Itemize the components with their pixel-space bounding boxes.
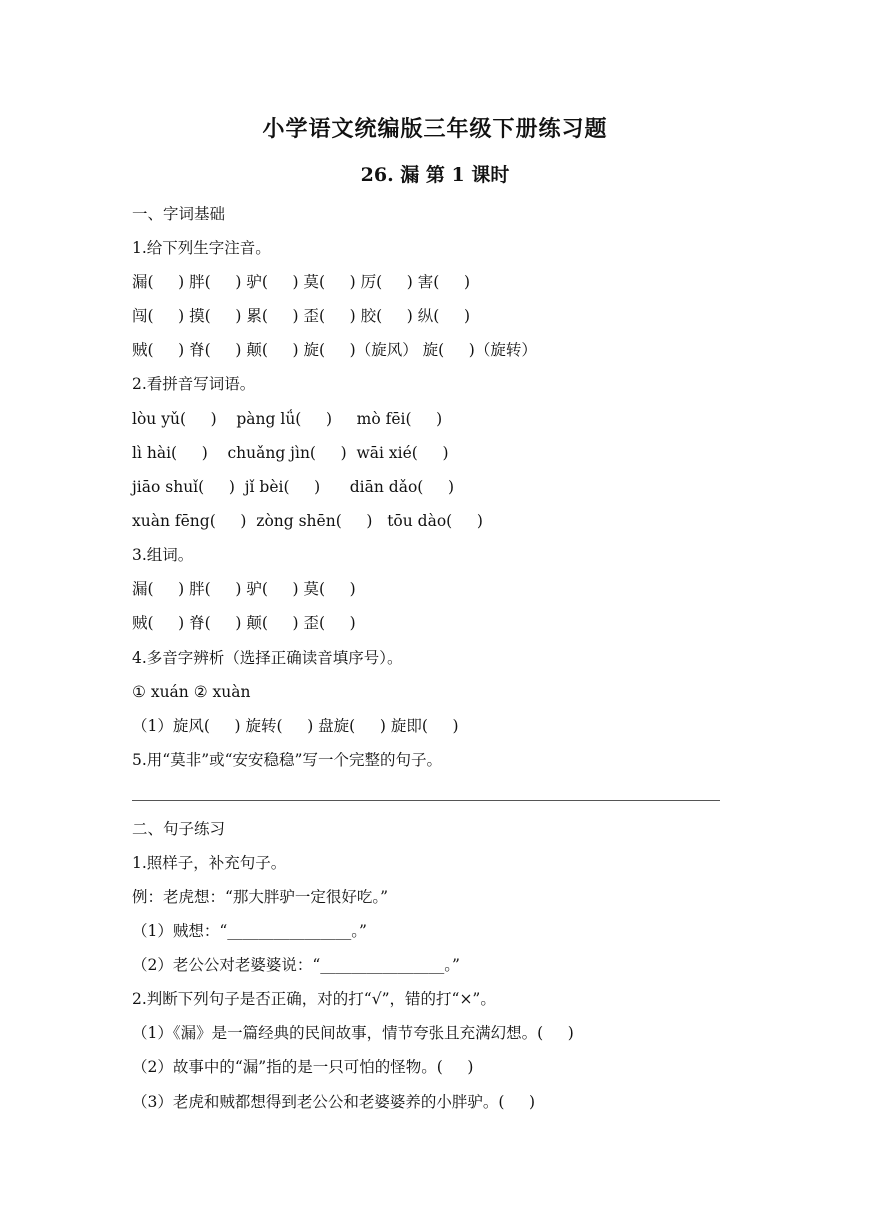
page-title: 小学语文统编版三年级下册练习题 — [262, 116, 608, 142]
word-group-row-1: 漏( ) 胖( ) 驴( ) 莫( ) — [132, 580, 356, 598]
word-group-row-2: 贼( ) 脊( ) 颠( ) 歪( ) — [132, 614, 356, 632]
lesson-subtitle: 26. 漏 第 1 课时 — [360, 164, 510, 186]
pinyin-row-3: 贼( ) 脊( ) 颠( ) 旋( )（旋风） 旋( )（旋转） — [132, 341, 537, 359]
pronunciation-options: ① xuán ② xuàn — [132, 683, 251, 701]
judge-sentence-1: （1）《漏》是一篇经典的民间故事，情节夸张且充满幻想。( ) — [132, 1024, 574, 1042]
fill-sentence-2: （2）老公公对老婆婆说：“________________。” — [132, 956, 460, 974]
pinyin-row-2: 闯( ) 摸( ) 累( ) 歪( ) 胶( ) 纵( ) — [132, 307, 471, 325]
write-words-row-3: jiāo shuǐ( ) jǐ bèi( ) diān dǎo( ) — [132, 478, 455, 496]
write-words-row-4: xuàn fēng( ) zòng shēn( ) tōu dào( ) — [132, 512, 483, 530]
section-heading-sentences: 二、句子练习 — [132, 820, 226, 838]
pinyin-row-1: 漏( ) 胖( ) 驴( ) 莫( ) 厉( ) 害( ) — [132, 273, 471, 291]
question-2-heading: 2.看拼音写词语。 — [132, 375, 256, 393]
sentence-question-2-heading: 2.判断下列句子是否正确，对的打“√”，错的打“×”。 — [132, 990, 496, 1008]
section-heading-vocabulary: 一、字词基础 — [132, 205, 226, 223]
sentence-question-1-heading: 1.照样子，补充句子。 — [132, 854, 287, 872]
example-sentence: 例：老虎想：“那大胖驴一定很好吃。” — [132, 888, 389, 906]
judge-sentence-3: （3）老虎和贼都想得到老公公和老婆婆养的小胖驴。( ) — [132, 1093, 536, 1111]
write-words-row-1: lòu yǔ( ) pàng lǘ( ) mò fēi( ) — [132, 410, 443, 428]
question-1-heading: 1.给下列生字注音。 — [132, 239, 271, 257]
answer-line — [132, 800, 720, 801]
judge-sentence-2: （2）故事中的“漏”指的是一只可怕的怪物。( ) — [132, 1058, 474, 1076]
question-5-heading: 5.用“莫非”或“安安稳稳”写一个完整的句子。 — [132, 751, 442, 769]
write-words-row-2: lì hài( ) chuǎng jìn( ) wāi xié( ) — [132, 444, 449, 462]
question-4-heading: 4.多音字辨析（选择正确读音填序号）。 — [132, 649, 403, 667]
polyphone-row: （1）旋风( ) 旋转( ) 盘旋( ) 旋即( ) — [132, 717, 459, 735]
question-3-heading: 3.组词。 — [132, 546, 194, 564]
fill-sentence-1: （1）贼想：“________________。” — [132, 922, 367, 940]
